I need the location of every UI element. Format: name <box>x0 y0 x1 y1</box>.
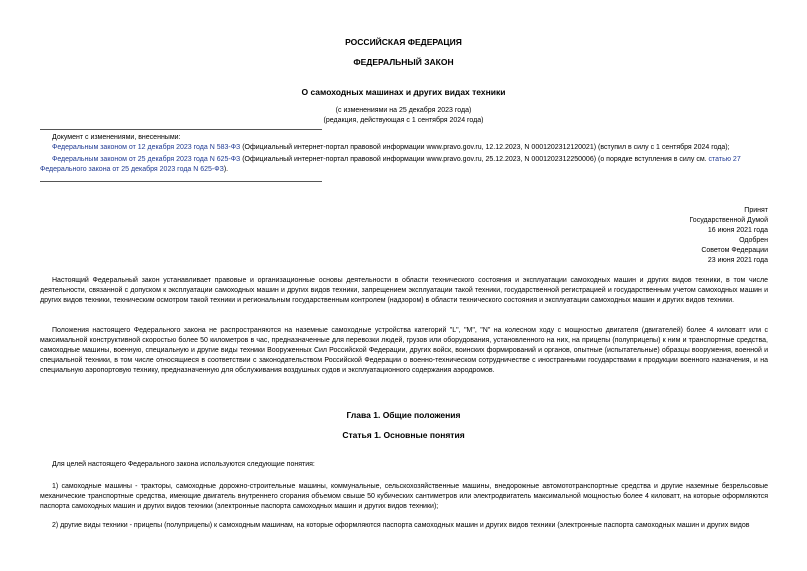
amendment-text-583: (Официальный интернет-портал правовой информации www.pravo.gov.ru, 12.12.2023, N 0001202312120021) (вступил в силу с 1 сентября 2024 года); <box>240 144 730 151</box>
amendment-link-583[interactable]: Федеральным законом от 12 декабря 2023 года N 583-ФЗ <box>52 144 241 151</box>
adopted-label: Принят <box>744 207 768 214</box>
duma-date: 16 июня 2021 года <box>707 227 768 234</box>
article-intro: Для целей настоящего Федерального закона используются следующие понятия: <box>52 461 315 468</box>
amendment-link-625[interactable]: Федеральным законом от 25 декабря 2023 года N 625-ФЗ <box>52 156 241 163</box>
council-date: 23 июня 2021 года <box>707 257 768 264</box>
edition-effective: (редакция, действующая с 1 сентября 2024 года) <box>323 117 484 124</box>
adoption-block <box>560 206 768 266</box>
amendment-item-2 <box>40 155 770 175</box>
duma-label: Государственной Думой <box>689 217 768 224</box>
preamble-paragraph-1: Настоящий Федеральный закон устанавливает правовые и организационные основы деятельности в области технического состояния и эксплуатации самоходных машин и других видов техники, в том числе деятельности, связанной с допуском к эксплуатации самоходных машин и других видов техники, запрещением эксплуатации такой техники, государственной регистрацией и государственным учетом самоходных машин и других видов техники, техническим осмотром такой техники и региональным государственным контролем (надзором) в области технического состояния и эксплуатации самоходных машин и других видов техники. <box>40 277 768 304</box>
amendments-top-rule <box>40 129 322 130</box>
law-type-heading: ФЕДЕРАЛЬНЫЙ ЗАКОН <box>353 57 454 67</box>
approved-label: Одобрен <box>739 237 768 244</box>
council-label: Советом Федерации <box>701 247 768 254</box>
edition-changes: (с изменениями на 25 декабря 2023 года) <box>335 107 472 114</box>
amendment-tail-625: ). <box>223 166 229 173</box>
amendment-link-article-27[interactable]: статью 27 Федерального закона от 25 декабря 2023 года N 625-ФЗ <box>40 156 741 173</box>
law-title: О самоходных машинах и других видах техники <box>301 87 506 97</box>
article-title: Статья 1. Основные понятия <box>342 430 465 440</box>
preamble-paragraph-2: Положения настоящего Федерального закона не распространяются на наземные самоходные устройства категорий "L", "M", "N" на колесном ходу с мощностью двигателя (двигателей) более 4 киловатт или с максимальной конструктивной скоростью более 50 километров в час, предназначенные для перевозки людей, грузов или оборудования, установленного на них, на прицепы (полуприцепы) к ним и транспортные средства, самоходные машины, военную, специальную и другие виды техники Вооруженных Сил Российской Федерации, других войск, воинских формирований и органов, опытные (испытательные) образцы вооружения, военной и специальной техники, в том числе относящиеся в соответствии с законодательством Российской Федерации о военно-техническом сотрудничестве с иностранными государствами к продукции военного назначения, и на специальную аэропортовую технику, предназначенную для обслуживания воздушных судов и эксплуатационного содержания аэродромов. <box>40 327 768 374</box>
amendments-intro: Документ с изменениями, внесенными: <box>52 134 181 141</box>
chapter-title: Глава 1. Общие положения <box>346 410 461 420</box>
amendments-bottom-rule <box>40 181 322 182</box>
amendment-text-625: (Официальный интернет-портал правовой информации www.pravo.gov.ru, 25.12.2023, N 0001202312250006) (о порядке вступления в силу см. <box>240 156 709 163</box>
amendment-item-1 <box>40 143 770 153</box>
definition-item-1: 1) самоходные машины - тракторы, самоходные дорожно-строительные машины, коммунальные, сельскохозяйственные машины, внедорожные автомототранспортные средства и другие наземные безрельсовые механические транспортные средства, имеющие двигатель внутреннего сгорания объемом свыше 50 кубических сантиметров или электродвигатель максимальной мощностью более 4 киловатт, на которые оформляются паспорта самоходных машин и других видов техники (электронные паспорта самоходных машин и других видов техники); <box>40 483 768 510</box>
country-heading: РОССИЙСКАЯ ФЕДЕРАЦИЯ <box>345 37 462 47</box>
definition-item-2: 2) другие виды техники - прицепы (полуприцепы) к самоходным машинам, на которые оформляются паспорта самоходных машин и других видов техники (электронные паспорта самоходных машин и других видов <box>52 522 750 529</box>
